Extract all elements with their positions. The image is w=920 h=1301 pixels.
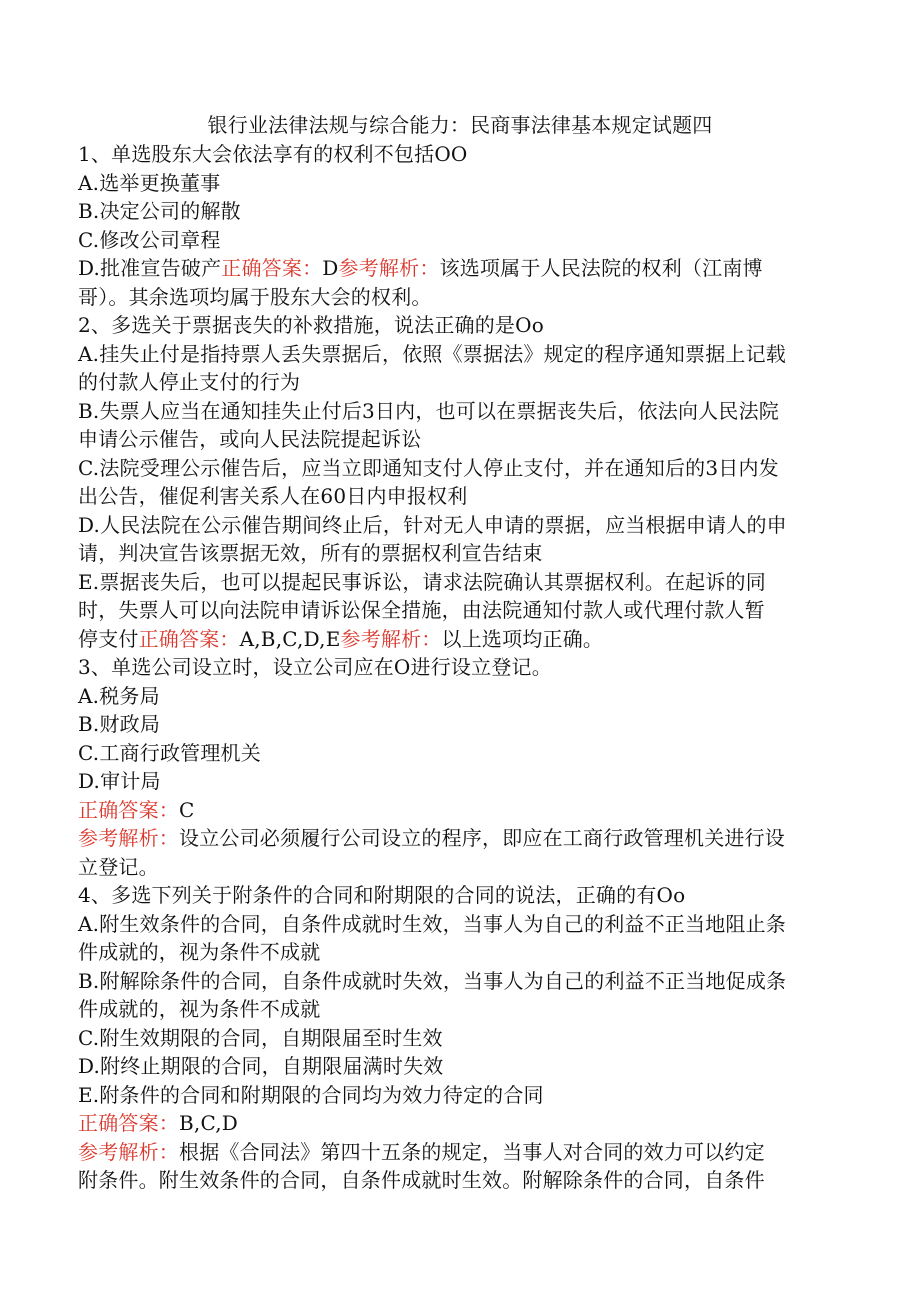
q1-option-c: C.修改公司章程: [78, 227, 221, 252]
q1-option-d-answer: [78, 254, 840, 283]
q2-answer-label: 正确答案：: [138, 626, 240, 651]
q2-line: 的付款人停止支付的行为: [78, 370, 301, 394]
q3-explanation-line: [78, 824, 840, 853]
q3-option-d: D.审计局: [78, 769, 161, 793]
q4-line: E.附条件的合同和附期限的合同均为效力待定的合同: [78, 1082, 544, 1107]
q3-option-b: B.财政局: [78, 712, 161, 736]
q2-last-line: [78, 625, 840, 654]
q1-stem: 1、单选股东大会依法享有的权利不包括OO: [78, 142, 468, 166]
q4-answer: B,C,D: [179, 1111, 239, 1135]
q3-explanation-label: 参考解析：: [78, 826, 179, 850]
q3-option-c: C.工商行政管理机关: [78, 740, 261, 765]
q2-line: E.票据丧失后，也可以提起民事诉讼，请求法院确认其票据权利。在起诉的同: [78, 569, 766, 594]
q2-explanation-label: 参考解析：: [340, 626, 442, 651]
q2-explanation: 以上选项均正确。: [441, 626, 604, 651]
q2-line: C.法院受理公示催告后，应当立即通知支付人停止支付，并在通知后的3日内发: [78, 455, 779, 480]
q1-option-a: A.选举更换董事: [78, 170, 221, 195]
q4-stem: 4、多选下列关于附条件的合同和附期限的合同的说法，正确的有Oo: [78, 883, 686, 907]
q2-line: D.人民法院在公示催告期间终止后，针对无人申请的票据，应当根据申请人的申: [78, 512, 787, 537]
q4-line: 件成就的，视为条件不成就: [78, 997, 321, 1021]
q2-line: 申请公示催告，或向人民法院提起诉讼: [78, 427, 422, 451]
q4-explanation: 根据《合同法》第四十五条的规定，当事人对合同的效力可以约定: [179, 1139, 765, 1164]
q1-explanation-cont: 哥）。其余选项均属于股东大会的权利。: [78, 284, 432, 309]
q4-answer-label: 正确答案：: [78, 1111, 179, 1135]
q2-line: 请，判决宣告该票据无效，所有的票据权利宣告结束: [78, 541, 543, 565]
q4-explanation-cont: 附条件。附生效条件的合同，自条件成就时生效。附解除条件的合同，自条件: [78, 1168, 765, 1192]
q2-answer: A,B,C,D,E: [239, 626, 341, 651]
q4-line: 件成就的，视为条件不成就: [78, 940, 321, 964]
document-title: 银行业法律法规与综合能力：民商事法律基本规定试题四: [207, 113, 713, 137]
q4-explanation-line: [78, 1138, 840, 1167]
q4-answer-line: [78, 1109, 840, 1138]
q1-option-d: D.批准宣告破产: [78, 256, 222, 280]
q2-line: 时，失票人可以向法院申请诉讼保全措施，由法院通知付款人或代理付款人暂: [78, 598, 765, 622]
q3-option-a: A.税务局: [78, 683, 160, 708]
q4-line: A.附生效条件的合同，自条件成就时生效，当事人为自己的利益不正当地阻止条: [78, 911, 787, 936]
q1-explanation: 该选项属于人民法院的权利（江南博: [439, 256, 763, 280]
q2-last-pre: 停支付: [78, 626, 139, 651]
q2-line: 出公告，催促利害关系人在60日内申报权利: [78, 484, 468, 508]
q1-explanation-label: 参考解析：: [338, 256, 440, 280]
q4-line: D.附终止期限的合同，自期限届满时失效: [78, 1054, 444, 1078]
q2-line: A.挂失止付是指持票人丢失票据后，依照《票据法》规定的程序通知票据上记载: [78, 341, 787, 366]
q3-stem: 3、单选公司设立时，设立公司应在O进行设立登记。: [78, 655, 552, 679]
q4-line: B.附解除条件的合同，自条件成就时失效，当事人为自己的利益不正当地促成条: [78, 968, 787, 993]
q3-explanation: 设立公司必须履行公司设立的程序，即应在工商行政管理机关进行设: [179, 826, 785, 850]
q3-answer-label: 正确答案：: [78, 797, 179, 822]
q1-answer-label: 正确答案：: [221, 256, 323, 280]
q2-line: B.失票人应当在通知挂失止付后3日内，也可以在票据丧失后，依法向人民法院: [78, 398, 779, 423]
q3-explanation-cont: 立登记。: [78, 854, 159, 879]
question-list: [78, 140, 840, 1195]
q2-stem: 2、多选关于票据丧失的补救措施，说法正确的是Oo: [78, 313, 544, 337]
q4-explanation-label: 参考解析：: [78, 1139, 179, 1164]
q1-option-b: B.决定公司的解散: [78, 199, 241, 223]
q4-line: C.附生效期限的合同，自期限届至时生效: [78, 1025, 443, 1050]
q1-answer: D: [322, 256, 339, 280]
q3-answer: C: [179, 797, 195, 822]
q3-answer-line: [78, 796, 840, 825]
